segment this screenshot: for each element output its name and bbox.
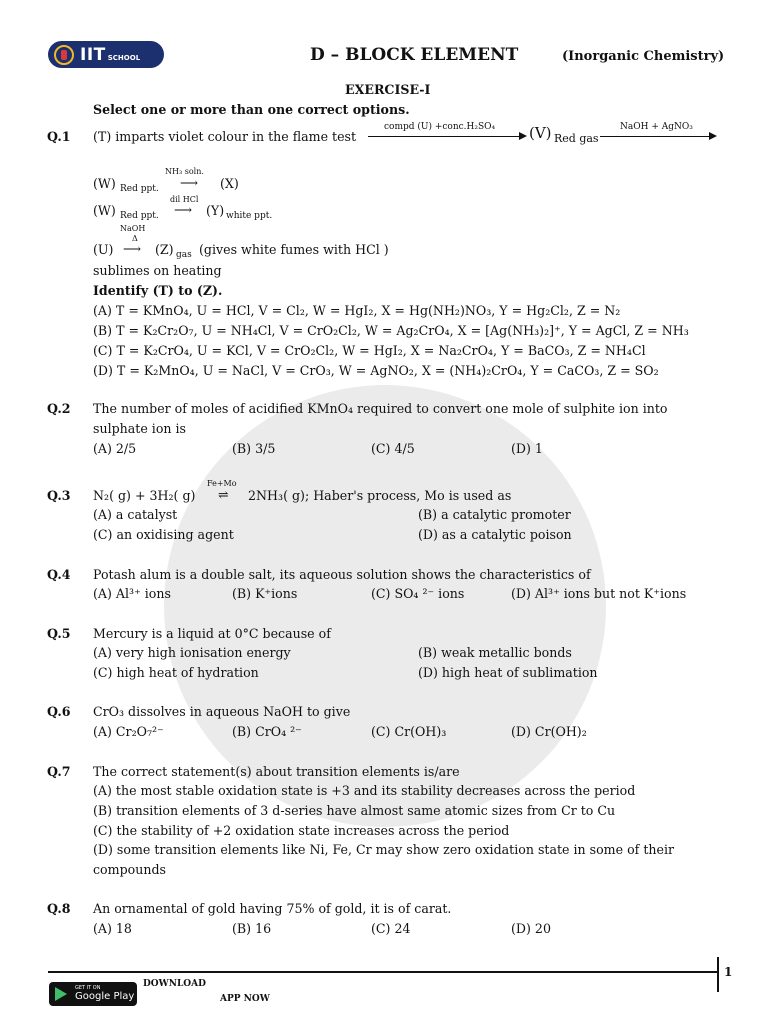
q2-line2: sulphate ion is bbox=[93, 421, 187, 436]
q3-arrow-icon: ⇌ bbox=[218, 487, 229, 502]
q1-w1-arrow-label: NH₃ soln. bbox=[165, 167, 204, 176]
logo-subtext: SCHOOL bbox=[107, 54, 141, 62]
q3-option-d: (D) as a catalytic poison bbox=[418, 527, 572, 542]
q1-v-sub: Red gas bbox=[554, 132, 599, 145]
footer-vertical-rule bbox=[717, 957, 719, 992]
q1-z-note: (gives white fumes with HCl ) bbox=[199, 242, 389, 257]
q6-option-a: (A) Cr₂O₇²⁻ bbox=[93, 724, 164, 739]
q1-arrow1-label: compd (U) +conc.H₂SO₄ bbox=[384, 122, 496, 132]
q1-u-arrow-top: NaOH bbox=[120, 224, 146, 233]
q1-sublimes: sublimes on heating bbox=[93, 263, 222, 278]
q1-z: (Z) bbox=[155, 242, 174, 257]
q2-option-a: (A) 2/5 bbox=[93, 441, 137, 456]
q1-option-b: (B) T = K₂Cr₂O₇, U = NH₄Cl, V = CrO₂Cl₂, W = Ag₂CrO₄, X = [Ag(NH₃)₂]⁺, Y = AgCl, Z = NH₃ bbox=[93, 323, 689, 338]
q3-option-b: (B) a catalytic promoter bbox=[418, 507, 571, 522]
page-number: 1 bbox=[724, 965, 733, 979]
q7-option-d-line1: (D) some transition elements like Ni, Fe, Cr may show zero oxidation state in some of their bbox=[93, 842, 674, 857]
google-play-badge[interactable] bbox=[49, 982, 137, 1006]
q4-option-b: (B) K⁺ions bbox=[232, 586, 298, 601]
q3-option-c: (C) an oxidising agent bbox=[93, 527, 234, 542]
app-now-label: APP NOW bbox=[220, 994, 270, 1004]
badge-big-text: Google Play bbox=[75, 991, 135, 1002]
q2-line1: The number of moles of acidified KMnO₄ required to convert one mole of sulphite ion into bbox=[93, 401, 668, 416]
q6-option-d: (D) Cr(OH)₂ bbox=[511, 724, 587, 739]
q3-option-a: (A) a catalyst bbox=[93, 507, 178, 522]
q1-w2-sub: Red ppt. bbox=[120, 211, 159, 221]
q8-option-b: (B) 16 bbox=[232, 921, 272, 936]
q1-x: (X) bbox=[220, 176, 239, 191]
q1-w2: (W) bbox=[93, 203, 116, 218]
q2-option-b: (B) 3/5 bbox=[232, 441, 276, 456]
q1-v-product: (V) bbox=[529, 124, 552, 142]
q6-option-c: (C) Cr(OH)₃ bbox=[371, 724, 447, 739]
q1-arrow2 bbox=[600, 136, 710, 137]
q1-number: Q.1 bbox=[47, 129, 71, 144]
q7-option-b: (B) transition elements of 3 d-series have almost same atomic sizes from Cr to Cu bbox=[93, 803, 616, 818]
q5-option-d: (D) high heat of sublimation bbox=[418, 665, 598, 680]
q4-option-d: (D) Al³⁺ ions but not K⁺ions bbox=[511, 586, 687, 601]
logo-text: IIT bbox=[80, 44, 106, 65]
q5-line1: Mercury is a liquid at 0°C because of bbox=[93, 626, 331, 641]
q1-w1: (W) bbox=[93, 176, 116, 191]
exercise-instruction: Select one or more than one correct options. bbox=[93, 102, 410, 117]
badge-small-text: GET IT ON bbox=[75, 985, 101, 991]
q6-number: Q.6 bbox=[47, 704, 71, 719]
q8-option-d: (D) 20 bbox=[511, 921, 551, 936]
q7-line1: The correct statement(s) about transition elements is/are bbox=[93, 764, 460, 779]
q1-z-sub: gas bbox=[176, 250, 192, 260]
q1-line1: (T) imparts violet colour in the flame test bbox=[93, 129, 357, 144]
q3-arrow-label: Fe+Mo bbox=[207, 479, 237, 488]
q3-lhs: N₂( g) + 3H₂( g) bbox=[93, 488, 196, 503]
q1-identify: Identify (T) to (Z). bbox=[93, 283, 223, 298]
exercise-title: EXERCISE-I bbox=[345, 82, 431, 97]
q1-u-arrow-icon: ⟶ bbox=[123, 241, 142, 256]
footer-rule bbox=[48, 971, 718, 973]
q1-w1-arrow-icon: ⟶ bbox=[180, 175, 199, 190]
q5-option-b: (B) weak metallic bonds bbox=[418, 645, 572, 660]
q8-line1: An ornamental of gold having 75% of gold, it is of carat. bbox=[93, 901, 452, 916]
q7-option-d-line2: compounds bbox=[93, 862, 166, 877]
logo-emblem-icon bbox=[54, 45, 74, 65]
q1-option-d: (D) T = K₂MnO₄, U = NaCl, V = CrO₃, W = AgNO₂, X = (NH₄)₂CrO₄, Y = CaCO₃, Z = SO₂ bbox=[93, 363, 659, 378]
q1-y-sub: white ppt. bbox=[226, 211, 273, 221]
page-title: D – BLOCK ELEMENT bbox=[310, 45, 519, 65]
download-label: DOWNLOAD bbox=[143, 979, 206, 989]
q1-arrow2-head bbox=[709, 132, 717, 140]
q1-arrow2-label: NaOH + AgNO₃ bbox=[620, 122, 693, 132]
iit-school-logo bbox=[48, 41, 164, 68]
q7-option-c: (C) the stability of +2 oxidation state increases across the period bbox=[93, 823, 510, 838]
q1-y: (Y) bbox=[206, 203, 225, 218]
q7-option-a: (A) the most stable oxidation state is +3 and its stability decreases across the period bbox=[93, 783, 636, 798]
q2-option-c: (C) 4/5 bbox=[371, 441, 415, 456]
q1-w2-arrow-label: dil HCl bbox=[170, 195, 199, 204]
q4-line1: Potash alum is a double salt, its aqueous solution shows the characteristics of bbox=[93, 567, 591, 582]
q6-line1: CrO₃ dissolves in aqueous NaOH to give bbox=[93, 704, 351, 719]
q3-rhs: 2NH₃( g); Haber's process, Mo is used as bbox=[248, 488, 512, 503]
q1-arrow1 bbox=[368, 136, 520, 137]
q8-option-c: (C) 24 bbox=[371, 921, 411, 936]
q4-option-a: (A) Al³⁺ ions bbox=[93, 586, 171, 601]
q5-number: Q.5 bbox=[47, 626, 71, 641]
q1-u: (U) bbox=[93, 242, 114, 257]
q6-option-b: (B) CrO₄ ²⁻ bbox=[232, 724, 302, 739]
q2-number: Q.2 bbox=[47, 401, 71, 416]
q1-option-a: (A) T = KMnO₄, U = HCl, V = Cl₂, W = HgI₂, X = Hg(NH₂)NO₃, Y = Hg₂Cl₂, Z = N₂ bbox=[93, 303, 621, 318]
q1-u-arrow-mid: Δ bbox=[132, 234, 138, 243]
q1-w1-sub: Red ppt. bbox=[120, 184, 159, 194]
q8-number: Q.8 bbox=[47, 901, 71, 916]
q1-option-c: (C) T = K₂CrO₄, U = KCl, V = CrO₂Cl₂, W = HgI₂, X = Na₂CrO₄, Y = BaCO₃, Z = NH₄Cl bbox=[93, 343, 646, 358]
q5-option-c: (C) high heat of hydration bbox=[93, 665, 259, 680]
q8-option-a: (A) 18 bbox=[93, 921, 132, 936]
subject-label: (Inorganic Chemistry) bbox=[562, 49, 725, 64]
q3-number: Q.3 bbox=[47, 488, 71, 503]
q4-option-c: (C) SO₄ ²⁻ ions bbox=[371, 586, 465, 601]
q1-arrow1-head bbox=[519, 132, 527, 140]
play-store-icon bbox=[55, 987, 67, 1001]
q7-number: Q.7 bbox=[47, 764, 71, 779]
q5-option-a: (A) very high ionisation energy bbox=[93, 645, 291, 660]
q4-number: Q.4 bbox=[47, 567, 71, 582]
q2-option-d: (D) 1 bbox=[511, 441, 543, 456]
q1-w2-arrow-icon: ⟶ bbox=[174, 202, 193, 217]
